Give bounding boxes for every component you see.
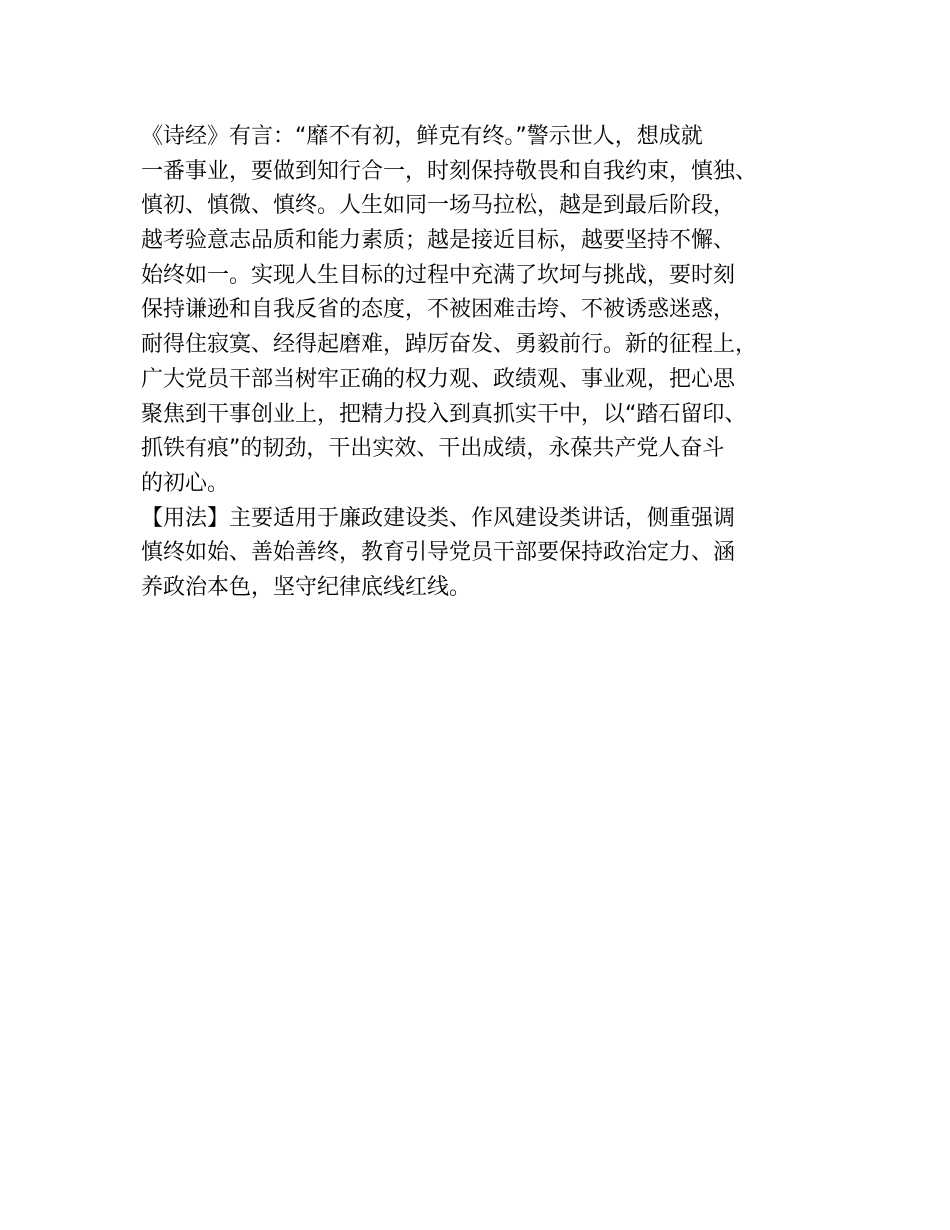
paragraph-shijing [141,120,841,502]
text-line: 的初心。 [141,470,230,496]
text-line: 【用法】主要适用于廉政建设类、作风建设类讲话，侧重强调 [141,505,736,531]
text-line: 广大党员干部当树牢正确的权力观、政绩观、事业观，把心思 [141,366,736,392]
text-line: 一番事业，要做到知行合一，时刻保持敬畏和自我约束，慎独、 [141,158,758,184]
text-line: 慎终如始、善始善终，教育引导党员干部要保持政治定力、涵 [141,540,736,566]
text-line: 始终如一。实现人生目标的过程中充满了坎坷与挑战，要时刻 [141,262,736,288]
text-line: 养政治本色，坚守纪律底线红线。 [141,574,472,600]
text-line: 《诗经》有言：“靡不有初，鲜克有终。”警示世人，想成就 [141,124,703,149]
text-line: 越考验意志品质和能力素质；越是接近目标，越要坚持不懈、 [141,228,736,254]
paragraph-usage [141,502,841,606]
text-line: 耐得住寂寞、经得起磨难，踔厉奋发、勇毅前行。新的征程上， [141,332,758,358]
text-line: 抓铁有痕”的韧劲，干出实效、干出成绩，永葆共产党人奋斗 [141,436,725,462]
body-text [141,120,841,606]
text-line: 聚焦到干事创业上，把精力投入到真抓实干中，以“踏石留印、 [141,401,747,427]
text-line: 保持谦逊和自我反省的态度，不被困难击垮、不被诱惑迷惑， [141,297,736,323]
text-line: 慎初、慎微、慎终。人生如同一场马拉松，越是到最后阶段， [141,193,736,219]
